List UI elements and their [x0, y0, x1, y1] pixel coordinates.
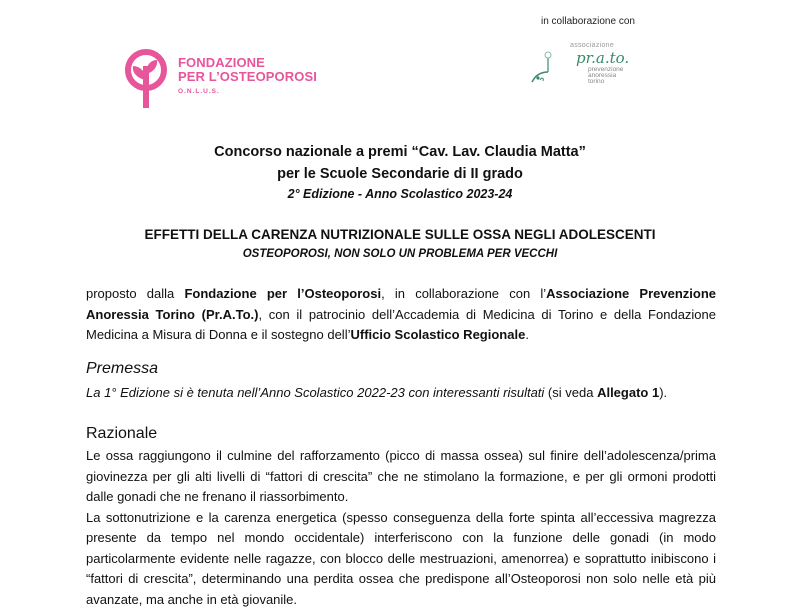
- prato-line-1: prevenzione: [588, 66, 623, 73]
- document-title: EFFETTI DELLA CARENZA NUTRIZIONALE SULLE OSSA NEGLI ADOLESCENTI: [0, 227, 800, 242]
- allegato-reference: Allegato 1: [597, 385, 659, 400]
- collaboration-note: in collaborazione con: [541, 16, 635, 27]
- premessa-heading: Premessa: [86, 360, 158, 378]
- prato-brand: pr.a.to.: [576, 49, 629, 67]
- pink-stylized-plant-icon: [122, 44, 178, 110]
- prato-logo: [526, 40, 646, 85]
- logo-line-3: O.N.L.U.S.: [178, 85, 317, 99]
- intro-text-3: , con il patrocinio dell’Accademia di Medicina di Torino e della Fondazione Medicina a Misura di Donna e il sostegno dell’: [86, 307, 716, 343]
- logo-line-1: FONDAZIONE: [178, 55, 265, 70]
- intro-bold-1: Fondazione per l’Osteoporosi: [184, 286, 381, 301]
- intro-bold-3: Ufficio Scolastico Regionale: [350, 327, 525, 342]
- logo-line-2: PER L’OSTEOPOROSI: [178, 69, 317, 84]
- premessa-text-2: ).: [659, 385, 667, 400]
- premessa-paragraph: [86, 383, 716, 404]
- intro-paragraph: [86, 284, 716, 346]
- contest-target: per le Scuole Secondarie di II grado: [0, 166, 800, 182]
- prato-dandelion-figure-icon: [526, 44, 570, 84]
- fondazione-osteoporosi-logo: [122, 44, 322, 114]
- intro-text-1: proposto dalla: [86, 286, 184, 301]
- razionale-body: [86, 446, 716, 610]
- prato-line-3: torino: [588, 78, 604, 85]
- contest-edition: 2° Edizione - Anno Scolastico 2023-24: [0, 187, 800, 201]
- premessa-text-1: (si veda: [544, 385, 597, 400]
- razionale-paragraph-1: Le ossa raggiungono il culmine del rafforzamento (picco di massa ossea) sul finire dell’adolescenza/prima giovinezza per gli alti livelli di “fattori di crescita” che ne stimolano la formazione, e per gli ormoni prodotti dalle gonadi che ne frenano il riassorbimento.: [86, 446, 716, 508]
- razionale-paragraph-2: La sottonutrizione e la carenza energetica (spesso conseguenza della forte spinta all’eccessiva magrezza presente da tempo nel mondo occidentale) interferiscono con la funzione delle gonadi (in modo particolarmente evidente nelle ragazze, con blocco delle mestruazioni, amenorrea) e soprattutto inibiscono i “fattori di crescita”, determinando una perdita ossea che predispone all’Osteoporosi non solo nelle età più avanzate, ma anche in età giovanile.: [86, 508, 716, 610]
- document-subtitle: OSTEOPOROSI, NON SOLO UN PROBLEMA PER VECCHI: [0, 248, 800, 260]
- premessa-italic: La 1° Edizione si è tenuta nell’Anno Scolastico 2022-23 con interessanti risultati: [86, 385, 544, 400]
- prato-line-2: anoressia: [588, 72, 616, 79]
- intro-text-2: , in collaborazione con l’: [381, 286, 546, 301]
- fondazione-logo-text: [178, 56, 317, 99]
- prato-assoc-label: associazione: [570, 42, 614, 49]
- contest-title: Concorso nazionale a premi “Cav. Lav. Claudia Matta”: [0, 144, 800, 160]
- razionale-heading: Razionale: [86, 425, 157, 443]
- intro-bold-2: Associazione Prevenzione Anoressia Torino (Pr.A.To.): [86, 286, 716, 322]
- intro-text-4: .: [525, 327, 529, 342]
